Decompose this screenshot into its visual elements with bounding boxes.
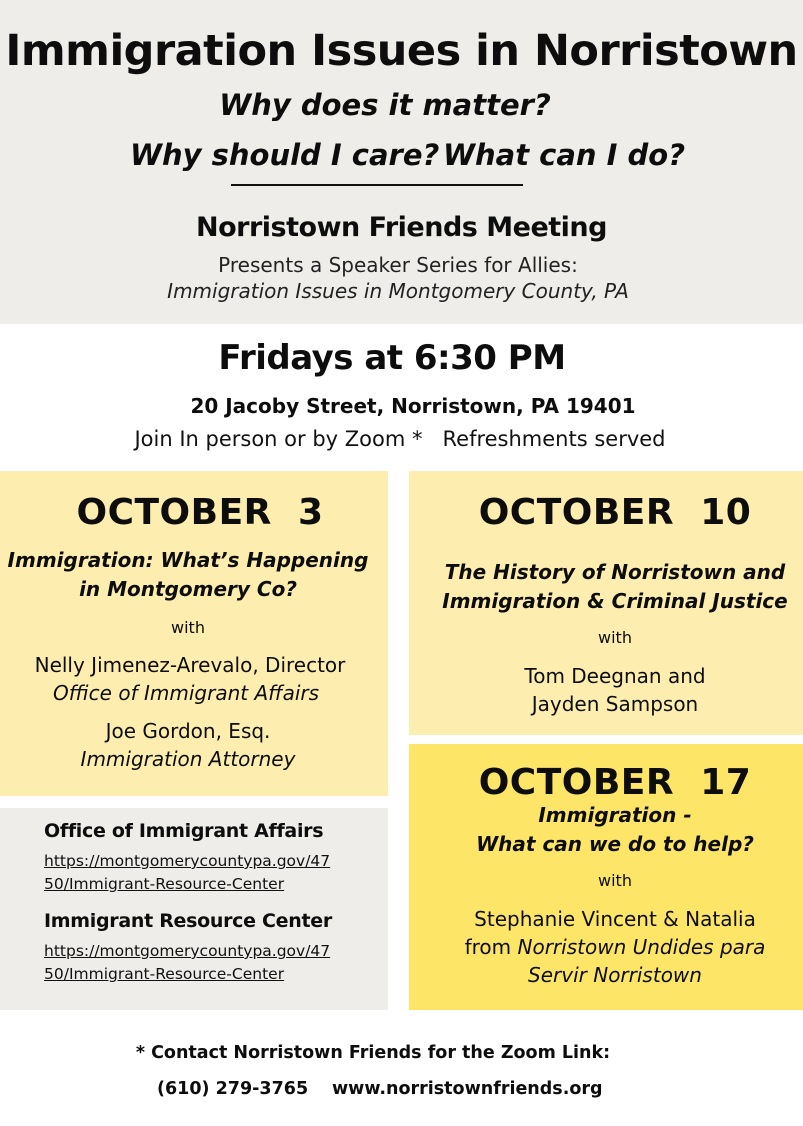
resource-link-line[interactable]: https://montgomerycountypa.gov/47 [44,852,331,870]
resource-heading: Office of Immigrant Affairs [44,820,324,842]
event-topic-line: What can we do to help? [476,832,754,856]
event-topic [409,558,803,616]
speaker-names [409,905,803,989]
speaker-names [409,662,803,718]
speaker-line [409,933,803,961]
speaker-name: Nelly Jimenez-Arevalo, Director [34,653,346,677]
event-topic-line: in Montgomery Co? [79,577,297,601]
speaker-prefix: from [464,935,518,959]
event-date: OCTOBER 3 [76,492,324,533]
divider-rule [231,184,523,186]
resource-heading: Immigrant Resource Center [44,910,332,932]
speaker-name: Joe Gordon, Esq. [105,719,271,743]
speaker-organization: Servir Norristown [528,963,702,987]
event-topic-line: The History of Norristown and [444,560,786,584]
resource-link-line[interactable]: 50/Immigrant-Resource-Center [44,965,285,983]
event-date: OCTOBER 17 [478,762,752,803]
event-topic [0,546,376,604]
meeting-address: 20 Jacoby Street, Norristown, PA 19401 [190,394,636,418]
speaker-organization: Norristown Undides para [517,935,766,959]
presents-line: Presents a Speaker Series for Allies: [218,253,578,277]
series-title: Immigration Issues in Montgomery County, PA [167,279,629,303]
with-label: with [598,871,632,890]
organization-name: Norristown Friends Meeting [196,212,607,243]
phone-number: (610) 279-3765 [157,1079,309,1099]
resource-link[interactable] [44,850,344,896]
resource-link[interactable] [44,940,344,986]
event-date: OCTOBER 10 [478,492,752,533]
speaker-line: Jayden Sampson [531,692,699,716]
speaker-role: Immigration Attorney [80,747,296,771]
question-why-matter: Why does it matter? [219,88,551,122]
resource-link-line[interactable]: 50/Immigrant-Resource-Center [44,875,285,893]
question-why-care: Why should I care? [130,138,440,172]
event-topic-line: Immigration - [538,803,692,827]
zoom-contact-note: * Contact Norristown Friends for the Zoom Link: [135,1043,611,1063]
event-topic-line: Immigration: What’s Happening [7,548,369,572]
event-topic-line: Immigration & Criminal Justice [442,589,788,613]
meeting-time: Fridays at 6:30 PM [218,338,566,378]
event-topic [409,801,803,859]
with-label: with [598,628,632,647]
resource-link-line[interactable]: https://montgomerycountypa.gov/47 [44,942,331,960]
speaker-role: Office of Immigrant Affairs [52,681,320,705]
website-link[interactable]: www.norristownfriends.org [332,1079,603,1099]
join-info: Join In person or by Zoom * Refreshments served [134,427,666,451]
speaker-line: Stephanie Vincent & Natalia [474,907,756,931]
question-what-do: What can I do? [443,138,686,172]
speaker-line: Tom Deegnan and [524,664,706,688]
page-title: Immigration Issues in Norristown [5,26,798,76]
with-label: with [171,618,205,637]
